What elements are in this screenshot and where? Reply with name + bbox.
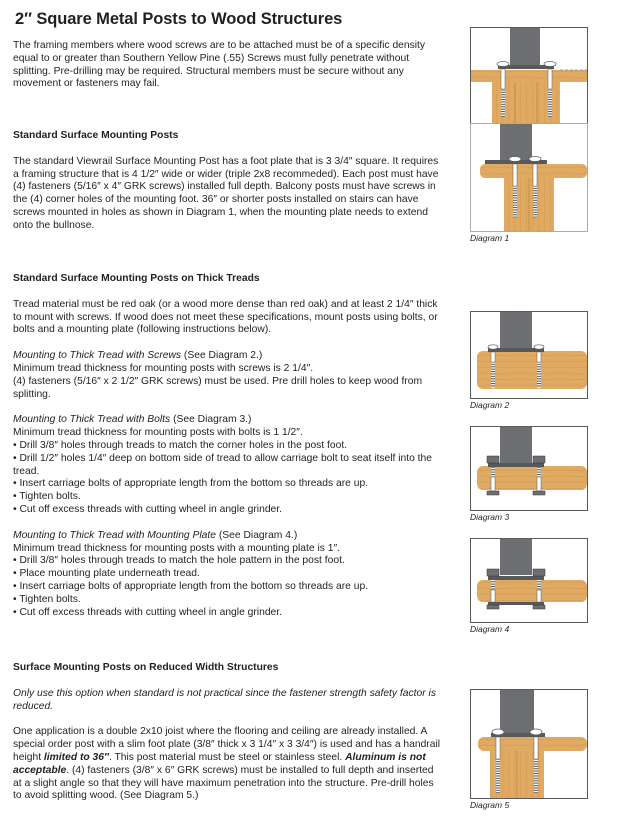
emphasis-aluminum-warning: Aluminum is not acceptable (13, 751, 426, 776)
diagram-5-illustration (470, 689, 588, 799)
subsection-title: Mounting to Thick Tread with Bolts (13, 414, 171, 426)
list-item: • Cut off excess threads with cutting wheel in angle grinder. (13, 503, 282, 515)
diagram-4 (470, 538, 588, 634)
diagram-caption: Diagram 5 (470, 800, 510, 810)
diagram-caption: Diagram 3 (470, 512, 510, 522)
section-heading: Standard Surface Mounting Posts (13, 130, 179, 141)
subsection-title: Mounting to Thick Tread with Mounting Plate (13, 529, 216, 541)
diagram-3 (470, 426, 588, 522)
diagram-2-illustration (470, 311, 588, 399)
list-item: • Drill 1/2″ holes 1/4″ deep on bottom side of tread to allow carriage bolt to seat itself into the tread. (13, 452, 433, 477)
diagram-caption: Diagram 1 (470, 233, 510, 243)
diagram-3-illustration (470, 426, 588, 511)
list-item: • Cut off excess threads with cutting wheel in angle grinder. (13, 606, 282, 618)
section-heading: Surface Mounting Posts on Reduced Width Structures (13, 662, 279, 673)
diagram-1 (470, 27, 588, 243)
emphasis-height-limit: limited to 36″ (43, 751, 109, 763)
list-item: • Insert carriage bolts of appropriate length from the bottom so threads are up. (13, 478, 369, 490)
section-standard (13, 130, 443, 233)
list-item: • Drill 3/8″ holes through treads to match the hole pattern in the post foot. (13, 555, 345, 567)
diagram-5 (470, 689, 588, 810)
diagram-2 (470, 311, 588, 410)
diagram-caption: Diagram 4 (470, 624, 510, 634)
page-title: 2″ Square Metal Posts to Wood Structures (15, 10, 343, 28)
diagram-1-illustration (470, 27, 588, 232)
section-thick-treads: Standard Surface Mounting Posts on Thick Treads Tread material must be red oak (or a wood more dense than red oak) and at least 2 1/4″ thick to mount with screws. If wood does not meet these specifications, mount posts using bolts, or bolts and a mounting plate (following instructions below). Mounting to Thick Tread with Screws (See Diagram 2.) Minimum tread thickness for mounting posts with screws is 2 1/4″. (4) fasteners (5/16″ x 2 1/2″ GRK screws) must be used. Pre drill holes to keep wood from splitting. Mounting to Thick Tread with Bolts (See Diagram 3.) Minimum tread thickness for mounting posts with bolts is 1 1/2″. • Drill 3/8″ holes through treads to match the corner holes in the post foot. • Drill 1/2″ holes 1/4″ deep on bottom side of tread to allow carriage bolt to seat itself into the tread. • Insert carriage bolts of appropriate length from the bottom so threads are up. • Tighten bolts. • Cut off excess threads with cutting wheel in angle grinder. Mounting to Thick Tread with Mounting Plate (See Diagram 4.) Minimum tread thickness for mounting posts with a mounting plate is 1″. • Drill 3/8″ holes through treads to match the hole pattern in the post foot. • Place mounting plate underneath tread. • Insert carriage bolts of appropriate length from the bottom so threads are up. • Tighten bolts. • Cut off excess threads with cutting wheel in angle grinder. (13, 273, 443, 619)
section-heading: Standard Surface Mounting Posts on Thick Treads (13, 273, 260, 284)
list-item: • Drill 3/8″ holes through treads to match the corner holes in the post foot. (13, 439, 348, 451)
section-body: Tread material must be red oak (or a wood more dense than red oak) and at least 2 1/4″ thick to mount with screws. If wood does not meet these specifications, mount posts using bolts, or bolts and a mounting plate (following instructions below). (13, 298, 438, 336)
list-item: • Insert carriage bolts of appropriate length from the bottom so threads are up. (13, 580, 369, 592)
diagram-4-illustration (470, 538, 588, 623)
list-item: • Tighten bolts. (13, 593, 81, 605)
section-reduced-width (13, 662, 443, 803)
list-item: • Tighten bolts. (13, 491, 81, 503)
intro-paragraph: The framing members where wood screws are to be attached must be of a specific density equal to or greater than Southern Yellow Pine (.55) Screws must fully penetrate without splitting. Pre-drilling may be required. Structural members must be secure without any movement or fasteners may fail. (13, 40, 426, 90)
warning-note: Only use this option when standard is not practical since the fastener strength safety factor is reduced. (13, 687, 436, 712)
section-body: One application is a double 2x10 joist where the flooring and ceiling are already installed. A special order post with a slim foot plate (3/8″ thick x 3 1/4″ x 3 3/4″) is used and has a handrail height limited to 36″. This post material must be steel or stainless steel. Aluminum is not acceptable. (4) fasteners (3/8″ x 6″ GRK screws) must be installed to full depth and inserted at a slight angle so that they will have maximum penetration into the structure. Pre-drill holes to avoid splitting wood. (See Diagram 5.) (13, 726, 441, 802)
list-item: • Place mounting plate underneath tread. (13, 568, 200, 580)
subsection-bolts: Mounting to Thick Tread with Bolts (See Diagram 3.) (13, 414, 252, 426)
diagram-caption: Diagram 2 (470, 400, 510, 410)
subsection-plate: Mounting to Thick Tread with Mounting Plate (See Diagram 4.) (13, 529, 298, 541)
section-body: The standard Viewrail Surface Mounting Post has a foot plate that is 3 3/4″ square. It requires a framing structure that is 4 1/2″ wide or wider (triple 2x8 recommeded). Each post must have (4) fasteners (5/16″ x 4″ GRK screws) installed full depth. Balcony posts must have screws in the (4) corner holes of the mounting foot. 36″ or shorter posts installed on stairs can have screws mounted in holes as shown in Diagram 1, when the mounting plate needs to extend onto the bullnose. (13, 155, 439, 231)
subsection-title: Mounting to Thick Tread with Screws (13, 350, 182, 362)
subsection-screws: Mounting to Thick Tread with Screws (See Diagram 2.) (13, 350, 263, 362)
